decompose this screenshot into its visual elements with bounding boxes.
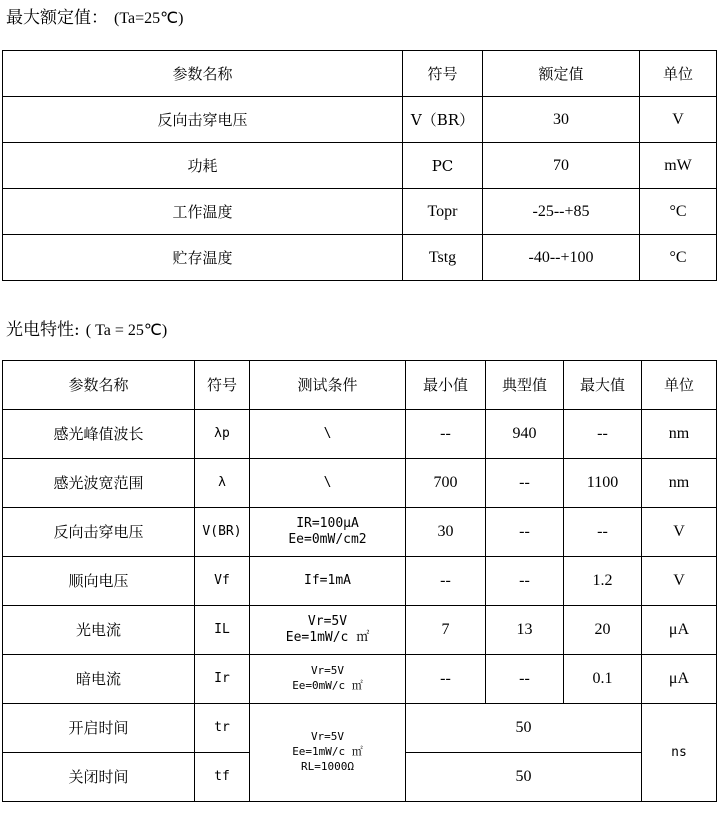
param-name-cell: 暗电流 bbox=[3, 655, 195, 704]
condition-line: Vr=5V bbox=[307, 614, 348, 630]
min-cell: -- bbox=[406, 655, 486, 704]
opto-condition: ( Ta = 25℃) bbox=[85, 322, 168, 339]
table-header-row bbox=[3, 51, 717, 97]
rating-cell: -25--+85 bbox=[483, 189, 640, 235]
unit-cell: °C bbox=[640, 189, 717, 235]
opto-characteristics-table bbox=[2, 360, 717, 802]
condition-cell bbox=[250, 410, 406, 459]
condition-line: Ee=1mW/c ㎡ bbox=[285, 630, 370, 645]
condition-line: Ee=0mW/c ㎡ bbox=[292, 679, 363, 692]
symbol-cell: V(BR) bbox=[195, 508, 250, 557]
param-name-cell: 贮存温度 bbox=[3, 235, 403, 281]
min-cell: -- bbox=[406, 557, 486, 606]
condition-cell bbox=[250, 459, 406, 508]
symbol-cell: Ir bbox=[195, 655, 250, 704]
symbol-cell: λ bbox=[195, 459, 250, 508]
header-cell: 单位 bbox=[642, 361, 717, 410]
unit-cell: °C bbox=[640, 235, 717, 281]
condition-line: \ bbox=[323, 475, 332, 491]
param-name-cell: 感光波宽范围 bbox=[3, 459, 195, 508]
table-header-row bbox=[3, 361, 717, 410]
table-row bbox=[3, 508, 717, 557]
param-name-cell: 反向击穿电压 bbox=[3, 97, 403, 143]
param-name-cell: 光电流 bbox=[3, 606, 195, 655]
condition-cell bbox=[250, 557, 406, 606]
typ-cell: 940 bbox=[486, 410, 564, 459]
max-cell: 1100 bbox=[564, 459, 642, 508]
symbol-cell: Vf bbox=[195, 557, 250, 606]
condition-line: If=1mA bbox=[304, 573, 351, 589]
typ-cell: -- bbox=[486, 459, 564, 508]
table-row bbox=[3, 704, 717, 753]
max-ratings-title: 最大额定值： bbox=[6, 8, 108, 28]
header-cell: 测试条件 bbox=[250, 361, 406, 410]
header-cell: 符号 bbox=[403, 51, 483, 97]
symbol-cell: PC bbox=[403, 143, 483, 189]
header-cell: 典型值 bbox=[486, 361, 564, 410]
condition-line: Ee=1mW/c ㎡ bbox=[292, 745, 363, 759]
condition-line: Ee=0mW/cm2 bbox=[288, 532, 367, 547]
min-cell: 7 bbox=[406, 606, 486, 655]
param-name-cell: 顺向电压 bbox=[3, 557, 195, 606]
opto-heading bbox=[6, 315, 167, 340]
typ-cell: -- bbox=[486, 508, 564, 557]
max-ratings-condition: (Ta=25℃) bbox=[114, 10, 184, 27]
table-row bbox=[3, 655, 717, 704]
condition-line: Vr=5V bbox=[310, 664, 345, 678]
condition-line: RL=1000Ω bbox=[301, 759, 354, 773]
header-cell: 最大值 bbox=[564, 361, 642, 410]
symbol-cell: λp bbox=[195, 410, 250, 459]
min-cell: 700 bbox=[406, 459, 486, 508]
param-name-cell: 关闭时间 bbox=[3, 753, 195, 802]
typ-cell: -- bbox=[486, 655, 564, 704]
symbol-cell: V（BR） bbox=[403, 97, 483, 143]
unit-cell: V bbox=[642, 508, 717, 557]
switching-unit-cell: ns bbox=[642, 704, 717, 802]
table-row bbox=[3, 410, 717, 459]
param-name-cell: 反向击穿电压 bbox=[3, 508, 195, 557]
max-cell: -- bbox=[564, 410, 642, 459]
unit-cell: V bbox=[640, 97, 717, 143]
min-cell: -- bbox=[406, 410, 486, 459]
header-cell: 符号 bbox=[195, 361, 250, 410]
switching-value-cell: 50 bbox=[406, 753, 642, 802]
max-ratings-heading bbox=[6, 3, 183, 28]
condition-line: \ bbox=[323, 426, 332, 442]
table-row bbox=[3, 235, 717, 281]
condition-line: IR=100μA bbox=[296, 516, 359, 532]
max-cell: 20 bbox=[564, 606, 642, 655]
header-cell: 单位 bbox=[640, 51, 717, 97]
rating-cell: -40--+100 bbox=[483, 235, 640, 281]
header-cell: 额定值 bbox=[483, 51, 640, 97]
typ-cell: 13 bbox=[486, 606, 564, 655]
header-cell: 参数名称 bbox=[3, 51, 403, 97]
param-name-cell: 功耗 bbox=[3, 143, 403, 189]
rating-cell: 30 bbox=[483, 97, 640, 143]
condition-line: Vr=5V bbox=[310, 730, 345, 744]
table-row bbox=[3, 97, 717, 143]
max-cell: -- bbox=[564, 508, 642, 557]
table-row bbox=[3, 189, 717, 235]
table-row bbox=[3, 459, 717, 508]
header-cell: 参数名称 bbox=[3, 361, 195, 410]
max-ratings-table bbox=[2, 50, 717, 281]
table-row bbox=[3, 143, 717, 189]
condition-cell bbox=[250, 606, 406, 655]
opto-title: 光电特性: bbox=[6, 320, 80, 340]
unit-cell: μA bbox=[642, 606, 717, 655]
param-name-cell: 工作温度 bbox=[3, 189, 403, 235]
max-cell: 1.2 bbox=[564, 557, 642, 606]
symbol-cell: Tstg bbox=[403, 235, 483, 281]
min-cell: 30 bbox=[406, 508, 486, 557]
table-row bbox=[3, 557, 717, 606]
symbol-cell: tr bbox=[195, 704, 250, 753]
switching-condition-cell bbox=[250, 704, 406, 802]
unit-cell: nm bbox=[642, 459, 717, 508]
switching-value-cell: 50 bbox=[406, 704, 642, 753]
unit-cell: mW bbox=[640, 143, 717, 189]
param-name-cell: 感光峰值波长 bbox=[3, 410, 195, 459]
header-cell: 最小值 bbox=[406, 361, 486, 410]
condition-cell bbox=[250, 655, 406, 704]
unit-cell: μA bbox=[642, 655, 717, 704]
condition-cell bbox=[250, 508, 406, 557]
typ-cell: -- bbox=[486, 557, 564, 606]
unit-cell: nm bbox=[642, 410, 717, 459]
param-name-cell: 开启时间 bbox=[3, 704, 195, 753]
rating-cell: 70 bbox=[483, 143, 640, 189]
symbol-cell: Topr bbox=[403, 189, 483, 235]
symbol-cell: tf bbox=[195, 753, 250, 802]
symbol-cell: IL bbox=[195, 606, 250, 655]
unit-cell: V bbox=[642, 557, 717, 606]
max-cell: 0.1 bbox=[564, 655, 642, 704]
table-row bbox=[3, 606, 717, 655]
